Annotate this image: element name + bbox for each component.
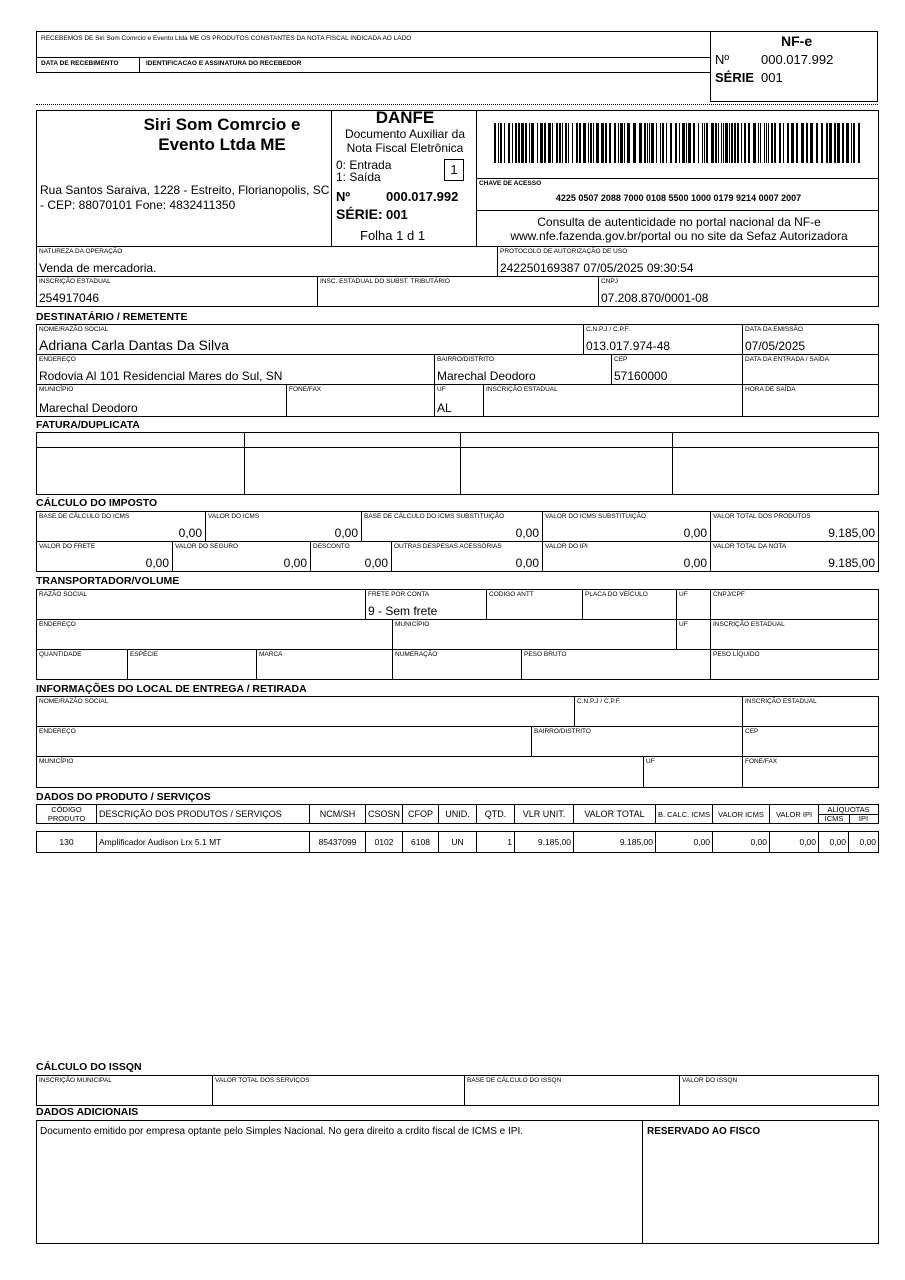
fatura-col-1 [244, 433, 245, 494]
danfe-serie: 001 [386, 207, 408, 222]
danfe-subtitulo: Documento Auxiliar da Nota Fiscal Eletrônica [344, 127, 466, 155]
valor-icms: VALOR DO ICMS 0,00 [205, 511, 362, 542]
transp-razao: RAZÃO SOCIAL [36, 589, 366, 620]
outras-despesas: OUTRAS DESPESAS ACESSÓRIAS 0,00 [391, 541, 543, 572]
adicionais-info [36, 1120, 643, 1244]
dest-municipio: MUNICÍPIO Marechal Deodoro [36, 384, 287, 417]
chave-acesso [476, 178, 879, 211]
issqn-vserv: VALOR TOTAL DOS SERVIÇOS [212, 1075, 465, 1106]
bc-icms: BASE DE CÁLCULO DO ICMS 0,00 [36, 511, 206, 542]
issqn-valor: VALOR DO ISSQN [679, 1075, 879, 1106]
canhoto-nfe [710, 31, 878, 102]
natureza-operacao: NATUREZA DA OPERAÇÃO Venda de mercadoria. [36, 246, 498, 277]
section-adicionais: DADOS ADICIONAIS [36, 1106, 139, 1118]
canhoto-data-recebimento [36, 57, 140, 73]
protocolo-valor: 242250169387 07/05/2025 09:30:54 [500, 261, 694, 275]
danfe-numero: 000.017.992 [386, 189, 459, 204]
adicionais-texto: Documento emitido por empresa optante pelo Simples Nacional. No gera direito a crdito fiscal de ICMS e IPI. [40, 1126, 524, 1137]
dest-data-entrada: DATA DA ENTRADA / SAÍDA [742, 354, 879, 385]
fatura-header-line [37, 447, 878, 448]
natureza-valor: Venda de mercadoria. [39, 261, 157, 275]
transp-municipio: MUNICÍPIO [392, 619, 677, 650]
emitente-box [36, 110, 332, 247]
valor-icms-st: VALOR DO ICMS SUBSTITUIÇÃO 0,00 [542, 511, 711, 542]
th-aliquotas: ALÍQUOTAS [819, 805, 878, 815]
th-aicms: ICMS [819, 814, 850, 823]
valor-total-nota: VALOR TOTAL DA NOTA 9.185,00 [710, 541, 879, 572]
entrega-fone: FONE/FAX [742, 756, 879, 788]
entrega-municipio: MUNICÍPIO [36, 756, 644, 788]
transp-frete: FRETE POR CONTA 9 - Sem frete [365, 589, 487, 620]
th-vicms: VALOR ICMS [713, 805, 770, 823]
section-issqn: CÁLCULO DO ISSQN [36, 1061, 142, 1073]
reservado-fisco-label: RESERVADO AO FISCO [647, 1126, 761, 1137]
protocolo: PROTOCOLO DE AUTORIZAÇÃO DE USO 242250169387 07/05/2025 09:30:54 [497, 246, 879, 277]
th-csosn: CSOSN [366, 805, 403, 823]
entrega-uf: UF [643, 756, 743, 788]
chave-valor: 4225 0507 2088 7000 0108 5500 1000 0179 9214 0007 2007 [555, 193, 802, 203]
dest-cnpj: C.N.P.J / C.P.F. 013.017.974-48 [583, 324, 743, 355]
th-aipi: IPI [858, 814, 869, 823]
entrega-ie: INSCRIÇÃO ESTADUAL [742, 696, 879, 727]
produtos-header [36, 804, 879, 824]
th-codigo: CÓDIGO PRODUTO [37, 805, 97, 823]
th-unid: UNID. [439, 805, 477, 823]
section-transporte: TRANSPORTADOR/VOLUME [36, 575, 180, 587]
entrega-endereco: ENDEREÇO [36, 726, 532, 757]
emitente-endereco: Rua Santos Saraiva, 1228 - Estreito, Florianopolis, SC - CEP: 88070101 Fone: 4832411350 [40, 183, 330, 212]
consulta-text: Consulta de autenticidade no portal nacional da NF-e www.nfe.fazenda.gov.br/portal ou no site da Sefaz Autorizadora [510, 215, 848, 243]
valor-ipi: VALOR DO IPI 0,00 [542, 541, 711, 572]
dest-emissao: DATA DA EMISSÃO 07/05/2025 [742, 324, 879, 355]
th-descricao: DESCRIÇÃO DOS PRODUTOS / SERVIÇOS [97, 805, 310, 823]
danfe-box [331, 110, 477, 247]
transp-peso-liquido: PESO LÍQUIDO [710, 649, 879, 680]
th-vtotal: VALOR TOTAL [574, 805, 656, 823]
valor-frete: VALOR DO FRETE 0,00 [36, 541, 173, 572]
table-row: 130 Amplificador Audison Lrx 5.1 MT 85437099 0102 6108 UN 1 9.185,00 9.185,00 0,00 0,00 0,00 0,00 0,00 [36, 831, 879, 853]
ie-valor: 254917046 [39, 291, 100, 305]
entrega-nome: NOME/RAZÃO SOCIAL [36, 696, 575, 727]
danfe-folha: Folha 1 d 1 [360, 228, 426, 243]
transp-quantidade: QUANTIDADE [36, 649, 128, 680]
inscricao-estadual-st: INSC. ESTADUAL DO SUBST. TRIBUTÁRIO [317, 276, 599, 307]
danfe-titulo: DANFE [375, 110, 435, 127]
bc-icms-st: BASE DE CÁLCULO DO ICMS SUBSTITUIÇÃO 0,00 [361, 511, 543, 542]
dest-uf: UF AL [434, 384, 484, 417]
dest-hora-saida: HORA DE SAÍDA [742, 384, 879, 417]
cut-line [36, 104, 878, 105]
transp-ie: INSCRIÇÃO ESTADUAL [710, 619, 879, 650]
canhoto-numero-label: Nº [715, 52, 730, 67]
valor-seguro: VALOR DO SEGURO 0,00 [172, 541, 311, 572]
chave-label: CHAVE DE ACESSO [479, 180, 542, 187]
danfe-tipo: 1 [444, 159, 464, 181]
valor-produtos: VALOR TOTAL DOS PRODUTOS 9.185,00 [710, 511, 879, 542]
consulta-box [476, 210, 879, 247]
dest-ie: INSCRIÇÃO ESTADUAL [483, 384, 743, 417]
dest-nome: NOME/RAZÃO SOCIAL Adriana Carla Dantas Da Silva [36, 324, 584, 355]
issqn-bc: BASE DE CÁLCULO DO ISSQN [464, 1075, 680, 1106]
desconto: DESCONTO 0,00 [310, 541, 392, 572]
transp-cnpj: CNPJ/CPF [710, 589, 879, 620]
dest-cep: CEP 57160000 [611, 354, 743, 385]
dest-endereco: ENDEREÇO Rodovia Al 101 Residencial Mares do Sul, SN [36, 354, 435, 385]
th-aliquotas-group [819, 805, 878, 823]
cnpj-emitente: CNPJ 07.208.870/0001-08 [598, 276, 879, 307]
section-produtos: DADOS DO PRODUTO / SERVIÇOS [36, 791, 211, 803]
canhoto-serie-label: SÉRIE [715, 70, 755, 85]
canhoto-data-label: DATA DE RECEBIMENTO [41, 60, 119, 67]
canhoto-numero: 000.017.992 [761, 52, 834, 67]
inscricao-estadual: INSCRIÇÃO ESTADUAL 254917046 [36, 276, 318, 307]
canhoto-nfe-label: NF-e [781, 33, 813, 49]
transp-uf: UF [676, 589, 711, 620]
canhoto-identificacao [139, 57, 711, 73]
cnpj-valor: 07.208.870/0001-08 [601, 291, 709, 305]
fatura-col-3 [672, 433, 673, 494]
reservado-fisco [642, 1120, 879, 1244]
transp-placa: PLACA DO VEÍCULO [582, 589, 677, 620]
danfe-entrada: 0: Entrada [336, 158, 392, 172]
th-ncm: NCM/SH [310, 805, 366, 823]
th-vunit: VLR UNIT. [515, 805, 574, 823]
th-vipi: VALOR IPI [770, 805, 819, 823]
transp-peso-bruto: PESO BRUTO [521, 649, 711, 680]
transp-marca: MARCA [256, 649, 393, 680]
canhoto-recebemos-text: RECEBEMOS DE Siri Som Comrcio e Evento Ltda ME OS PRODUTOS CONSTANTES DA NOTA FISCAL INDICADA AO LADO [41, 35, 412, 42]
entrega-cnpj: C.N.P.J / C.P.F. [574, 696, 743, 727]
dest-bairro: BAIRRO/DISTRITO Marechal Deodoro [434, 354, 612, 385]
section-fatura: FATURA/DUPLICATA [36, 419, 140, 431]
issqn-im: INSCRIÇÃO MUNICIPAL [36, 1075, 213, 1106]
th-qtd: QTD. [477, 805, 515, 823]
danfe-saida: 1: Saída [336, 170, 381, 184]
section-destinatario: DESTINATÁRIO / REMETENTE [36, 311, 188, 323]
barcode [494, 123, 862, 163]
section-imposto: CÁLCULO DO IMPOSTO [36, 497, 158, 509]
fatura-col-2 [460, 433, 461, 494]
transp-uf2: UF [676, 619, 711, 650]
entrega-cep: CEP [742, 726, 879, 757]
canhoto-identificacao-label: IDENTIFICACAO E ASSINATURA DO RECEBEDOR [146, 60, 302, 67]
th-cfop: CFOP [403, 805, 439, 823]
barcode-box [476, 110, 879, 179]
canhoto-serie: 001 [761, 70, 783, 85]
canhoto-recebemos [36, 31, 711, 58]
section-entrega: INFORMAÇÕES DO LOCAL DE ENTREGA / RETIRADA [36, 683, 307, 695]
transp-especie: ESPÉCIE [127, 649, 257, 680]
transp-numeracao: NUMERAÇÃO [392, 649, 522, 680]
danfe-numero-label: Nº [336, 189, 351, 204]
entrega-bairro: BAIRRO/DISTRITO [531, 726, 743, 757]
danfe-serie-label: SÉRIE: [336, 206, 383, 222]
transp-endereco: ENDEREÇO [36, 619, 393, 650]
th-bcalc: B. CALC. ICMS [656, 805, 713, 823]
fatura-box [36, 432, 879, 495]
dest-fone: FONE/FAX [286, 384, 435, 417]
emitente-nome: Siri Som Comrcio e Evento Ltda ME [143, 115, 301, 154]
transp-antt: CODIGO ANTT [486, 589, 583, 620]
